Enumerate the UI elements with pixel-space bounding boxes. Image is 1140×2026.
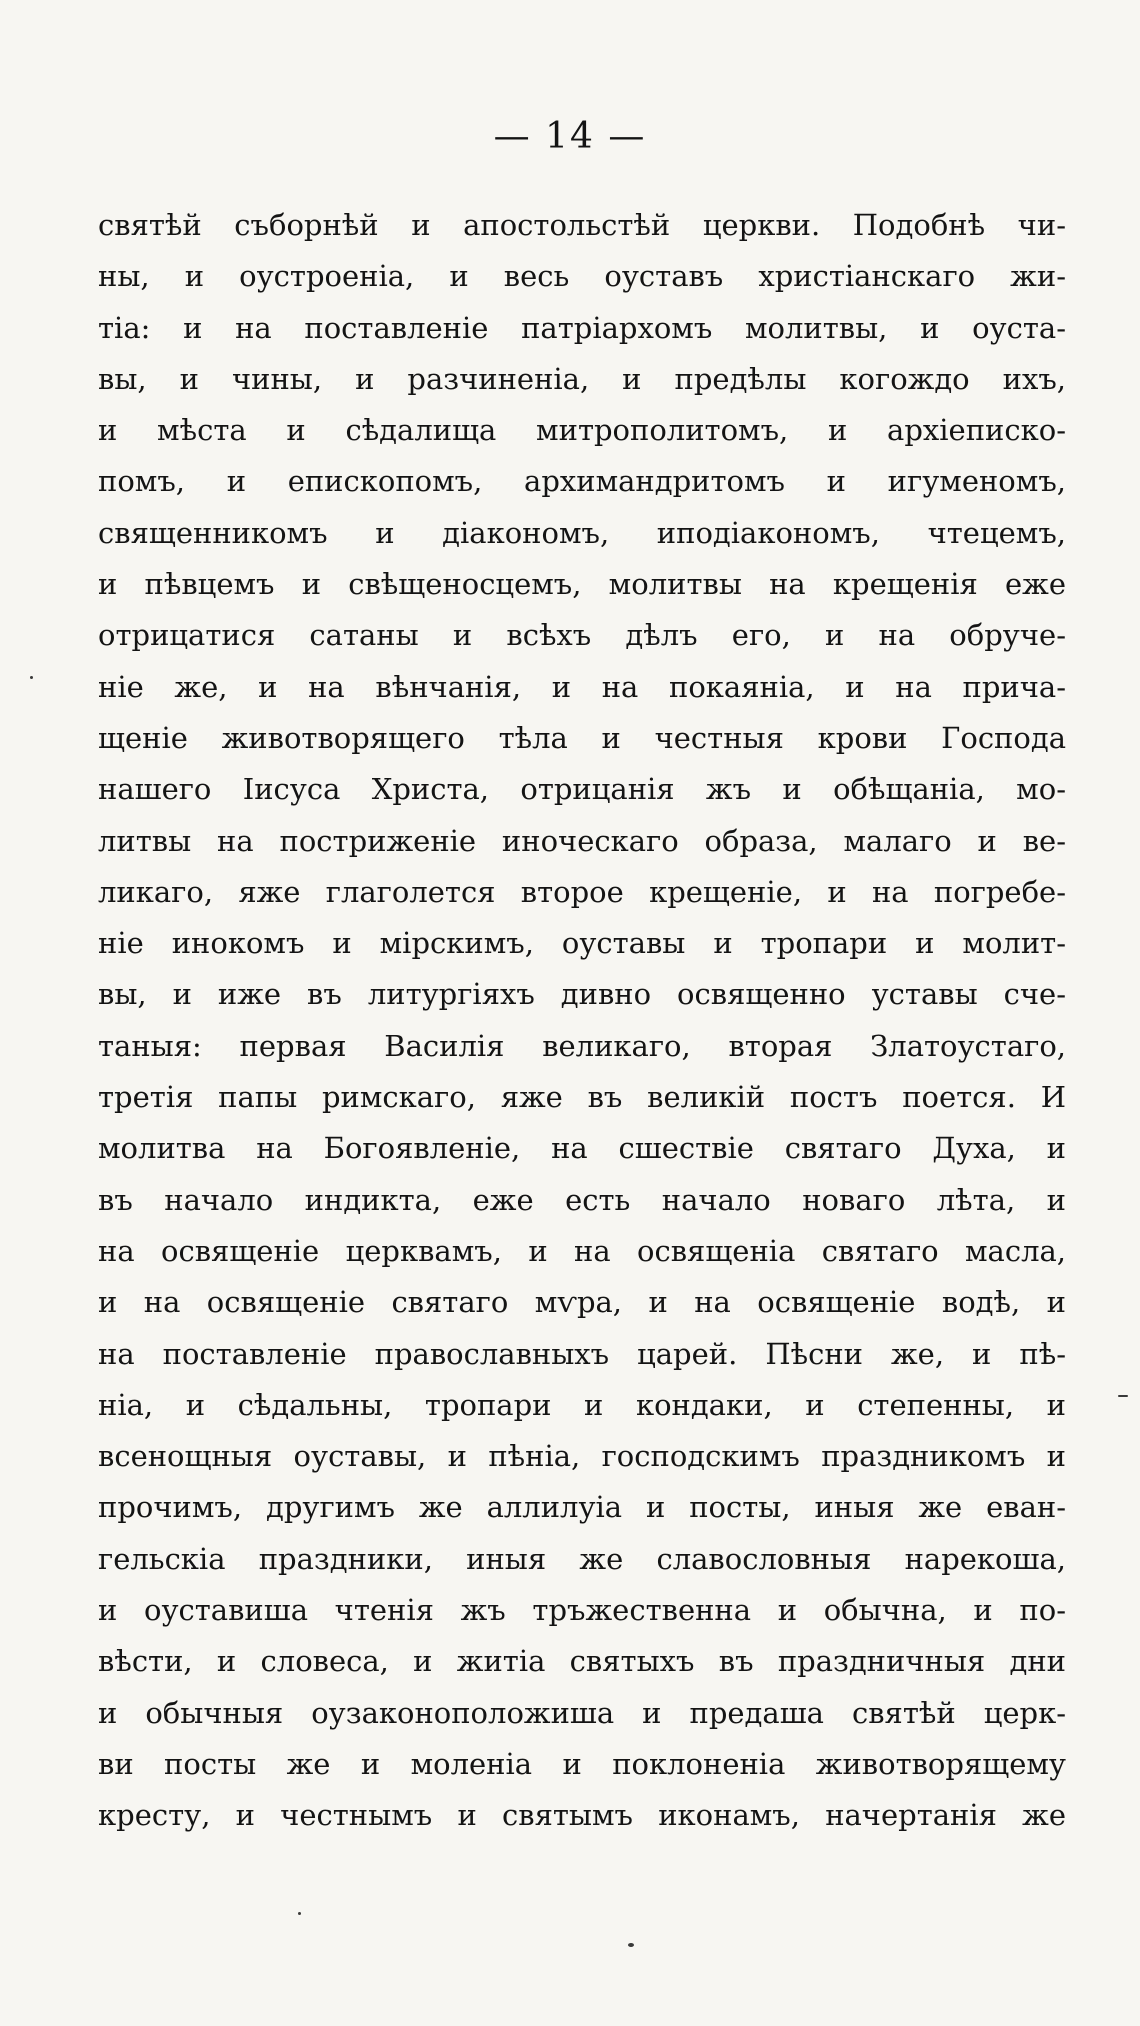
- print-speck: [30, 676, 33, 679]
- text-line: вы, и иже въ литургiяхъ дивно освященно уставы сче-: [98, 977, 1066, 1012]
- text-line: вы, и чины, и разчиненiа, и предѣлы когождо ихъ,: [98, 361, 1066, 396]
- text-line: нiе инокомъ и мiрскимъ, оуставы и тропари и молит-: [98, 926, 1066, 961]
- text-line: литвы на постриженiе иноческаго образа, малаго и ве-: [98, 823, 1066, 858]
- print-speck: [1118, 1395, 1128, 1397]
- text-line: священникомъ и дiакономъ, иподiакономъ, чтецемъ,: [98, 515, 1066, 550]
- text-line: нiа, и сѣдальны, тропари и кондаки, и степенны, и: [98, 1387, 1066, 1422]
- text-line: помъ, и епископомъ, архимандритомъ и игуменомъ,: [98, 464, 1066, 499]
- text-line: прочимъ, другимъ же аллилуiа и посты, иныя же еван-: [98, 1490, 1066, 1525]
- page-number: — 14 —: [493, 116, 647, 157]
- text-line: святѣй съборнѣй и апостольстѣй церкви. Подобнѣ чи-: [98, 208, 1066, 242]
- text-line: вѣсти, и словеса, и житiа святыхъ въ праздничныя дни: [98, 1644, 1066, 1679]
- text-line: щенiе животворящего тѣла и честныя крови Господа: [98, 720, 1066, 755]
- text-line: и мѣста и сѣдалища митрополитомъ, и архiеписко-: [98, 413, 1066, 448]
- text-line: и пѣвцемъ и свѣщеносцемъ, молитвы на крещенiя еже: [98, 567, 1066, 602]
- body-text: [98, 200, 1066, 1842]
- text-line: всенощныя оуставы, и пѣнiа, господскимъ праздникомъ и: [98, 1439, 1066, 1474]
- text-line: тiа: и на поставленiе патрiархомъ молитвы, и оуста-: [98, 310, 1066, 345]
- text-line: ны, и оустроенiа, и весь оуставъ христiанскаго жи-: [98, 259, 1066, 294]
- text-line: на поставленiе православныхъ царей. Пѣсни же, и пѣ-: [98, 1336, 1066, 1371]
- text-line: нашего Iисуса Христа, отрицанiя жъ и обѣщанiа, мо-: [98, 772, 1066, 807]
- text-line: нiе же, и на вѣнчанiя, и на покаянiа, и на причa-: [98, 669, 1066, 704]
- text-line: ликаго, яже глаголется второе крещенiе, и на погребе-: [98, 874, 1066, 909]
- text-line: ви посты же и моленiа и поклоненiа животворящему: [98, 1746, 1066, 1781]
- text-line: и оуставиша чтенiя жъ тръжественна и обычна, и по-: [98, 1593, 1066, 1628]
- text-line: третiя папы римскаго, яже въ великiй постъ поется. И: [98, 1080, 1066, 1115]
- text-line: кресту, и честнымъ и святымъ иконамъ, начертанiя же: [98, 1798, 1066, 1833]
- text-line: молитва на Богоявленiе, на сшествiе святаго Духа, и: [98, 1131, 1066, 1166]
- text-line: въ начало индикта, еже есть начало новаго лѣта, и: [98, 1182, 1066, 1217]
- text-line: на освященiе церквамъ, и на освященiа святаго масла,: [98, 1233, 1066, 1268]
- text-line: отрицатися сатаны и всѣхъ дѣлъ его, и на обруче-: [98, 618, 1066, 653]
- print-speck: [628, 1943, 634, 1947]
- print-speck: [298, 1912, 301, 1915]
- text-line: гельскiа праздники, иныя же славословныя нарекоша,: [98, 1541, 1066, 1576]
- text-line: и обычныя оузаконоположиша и предаша святѣй церк-: [98, 1695, 1066, 1730]
- text-line: и на освященiе святаго мѵра, и на освященiе водѣ, и: [98, 1285, 1066, 1320]
- text-line: таныя: первая Василiя великаго, вторая Златоустаго,: [98, 1028, 1066, 1063]
